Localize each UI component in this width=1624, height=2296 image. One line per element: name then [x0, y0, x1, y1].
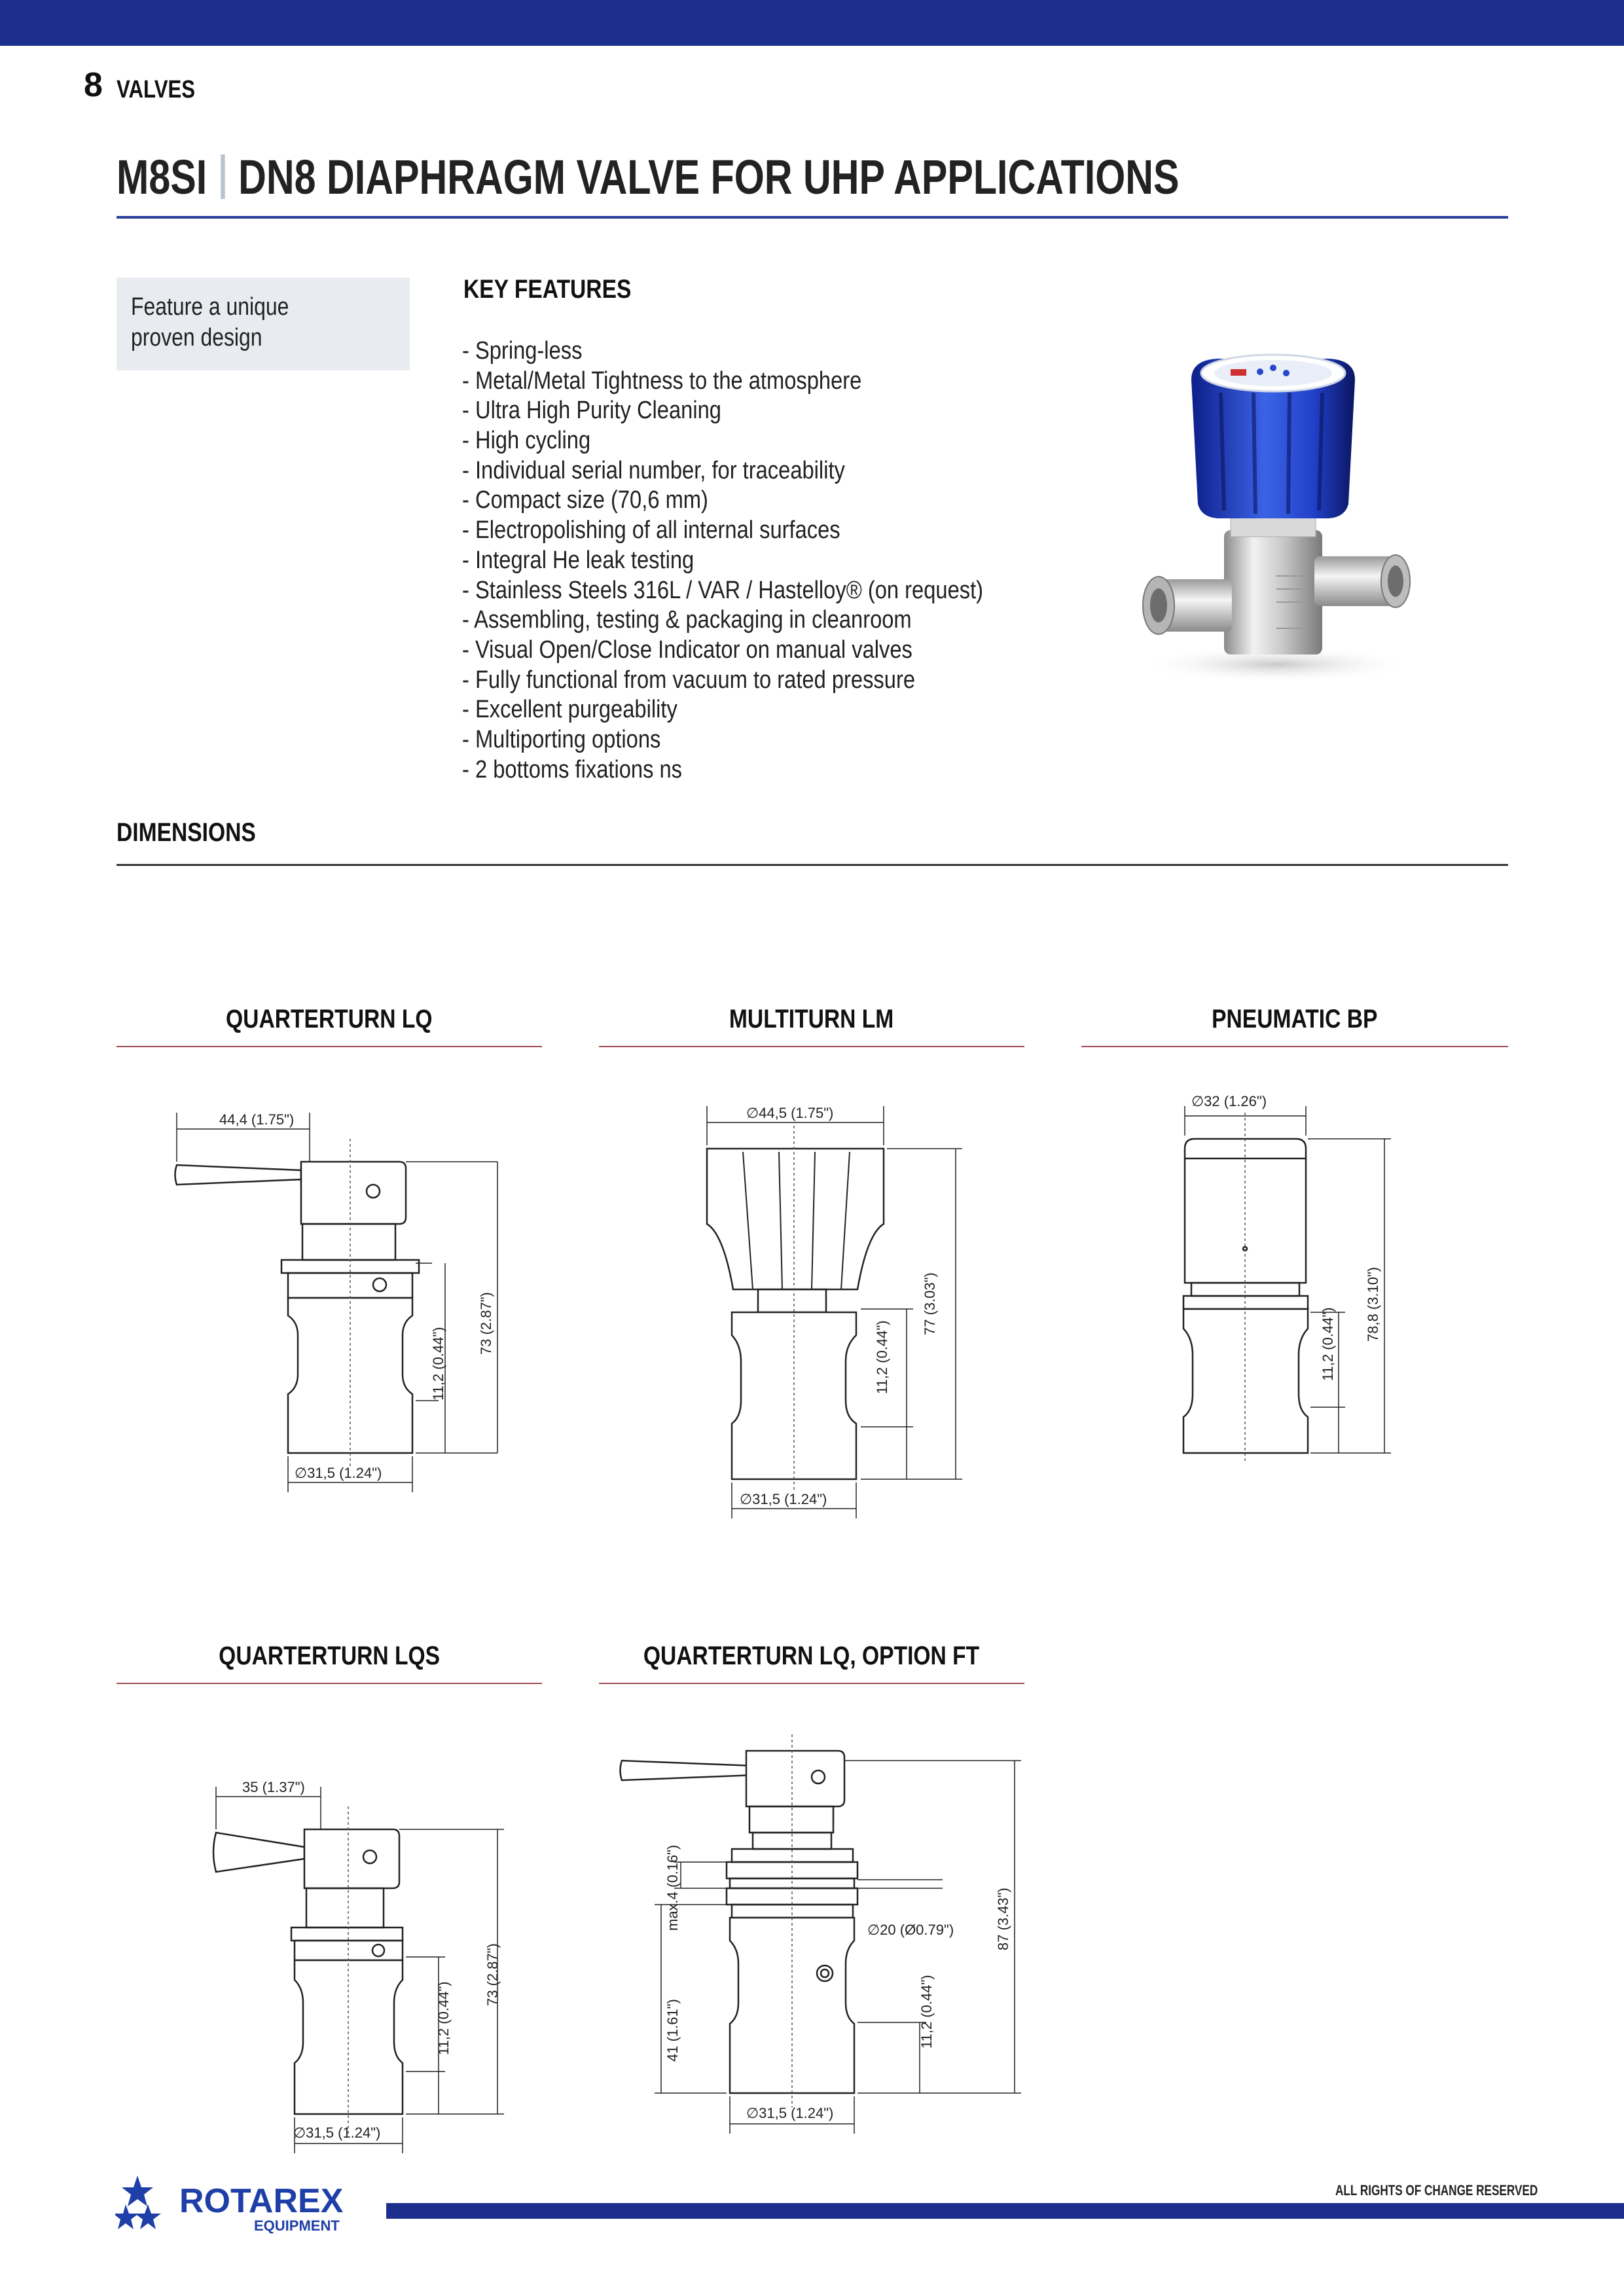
rotarex-logo — [115, 2172, 384, 2237]
title-separator — [221, 154, 225, 199]
footer-bar — [386, 2203, 1624, 2219]
drawing-title-lqs: QUARTERTURN LQS — [219, 1641, 440, 1670]
logo-sub: EQUIPMENT — [254, 2217, 340, 2234]
list-item: - Fully functional from vacuum to rated pressure — [462, 666, 916, 694]
drawing-lq — [157, 1100, 550, 1518]
list-item: - Visual Open/Close Indicator on manual valves — [462, 636, 912, 664]
drawing-rule — [117, 1683, 542, 1684]
list-item: - Multiporting options — [462, 725, 661, 753]
drawing-rule — [1081, 1046, 1508, 1047]
dim-label: 73 (2.87") — [484, 1943, 501, 2006]
dim-label: ∅20 (Ø0.79") — [867, 1922, 954, 1938]
footer-rights: ALL RIGHTS OF CHANGE RESERVED — [1335, 2182, 1538, 2198]
dim-label: ∅31,5 (1.24") — [295, 1465, 382, 1481]
list-item: - Assembling, testing & packaging in cleanroom — [462, 606, 912, 634]
dim-label: 11,2 (0.44") — [874, 1320, 890, 1394]
dim-label: 73 (2.87") — [478, 1292, 494, 1355]
dim-label: 11,2 (0.44") — [1320, 1307, 1336, 1381]
dim-label: ∅31,5 (1.24") — [746, 2105, 834, 2121]
dim-label: 87 (3.43") — [995, 1888, 1011, 1950]
dim-label: 11,2 (0.44") — [430, 1327, 446, 1401]
drawing-title-lq: QUARTERTURN LQ — [226, 1005, 433, 1033]
list-item: - Stainless Steels 316L / VAR / Hastelloy® (on request) — [462, 576, 984, 604]
feature-callout — [117, 278, 410, 370]
key-features-list — [462, 336, 1068, 785]
dimensions-rule — [117, 864, 1508, 866]
title-rule — [117, 216, 1508, 219]
drawing-title-bp: PNEUMATIC BP — [1212, 1005, 1378, 1033]
dim-label: 11,2 (0.44") — [918, 1975, 935, 2049]
drawing-rule — [599, 1683, 1024, 1684]
list-item: - Integral He leak testing — [462, 546, 695, 574]
top-band — [0, 0, 1624, 46]
dim-label: ∅31,5 (1.24") — [293, 2125, 381, 2141]
drawing-title-lq-ft: QUARTERTURN LQ, OPTION FT — [643, 1641, 980, 1670]
list-item: - Excellent purgeability — [462, 696, 677, 724]
dim-label: max.4 (0.16") — [664, 1844, 681, 1931]
feature-line-1: Feature a unique — [131, 293, 289, 321]
drawing-rule — [599, 1046, 1024, 1047]
dim-label: 11,2 (0.44") — [435, 1981, 452, 2055]
drawing-rule — [117, 1046, 542, 1047]
list-item: - Electropolishing of all internal surfaces — [462, 516, 840, 545]
drawing-lm — [681, 1093, 1047, 1518]
title-description: DN8 DIAPHRAGM VALVE FOR UHP APPLICATIONS — [238, 150, 1180, 204]
drawing-lq-ft — [615, 1734, 1074, 2173]
list-item: - High cycling — [462, 427, 591, 455]
dimensions-title: DIMENSIONS — [117, 818, 256, 847]
key-features-title: KEY FEATURES — [463, 275, 632, 304]
list-item: - Ultra High Purity Cleaning — [462, 397, 721, 425]
list-item: - 2 bottoms fixations ns — [462, 755, 683, 783]
drawing-bp — [1165, 1086, 1427, 1466]
page-title — [117, 149, 1180, 205]
section-name: VALVES — [117, 76, 196, 103]
dim-label: 78,8 (3.10") — [1365, 1266, 1381, 1342]
drawing-lqs — [196, 1767, 550, 2160]
list-item: - Spring-less — [462, 337, 583, 365]
logo-brand: ROTAREX — [179, 2182, 344, 2220]
page-number: 8 — [84, 66, 102, 104]
list-item: - Metal/Metal Tightness to the atmosphere — [462, 367, 862, 395]
dim-label: ∅44,5 (1.75") — [746, 1105, 834, 1121]
dim-label: ∅31,5 (1.24") — [740, 1491, 827, 1507]
valve-product-photo — [1113, 353, 1427, 694]
list-item: - Compact size (70,6 mm) — [462, 486, 708, 514]
dim-label: 77 (3.03") — [922, 1272, 938, 1335]
dim-label: 44,4 (1.75") — [219, 1111, 295, 1128]
model-code: M8SI — [117, 150, 208, 204]
drawing-title-lm: MULTITURN LM — [729, 1005, 894, 1033]
dim-label: ∅32 (1.26") — [1191, 1093, 1267, 1109]
feature-line-2: proven design — [131, 324, 262, 351]
dim-label: 35 (1.37") — [242, 1779, 305, 1795]
list-item: - Individual serial number, for traceability — [462, 456, 845, 484]
dim-label: 41 (1.61") — [664, 1999, 681, 2062]
